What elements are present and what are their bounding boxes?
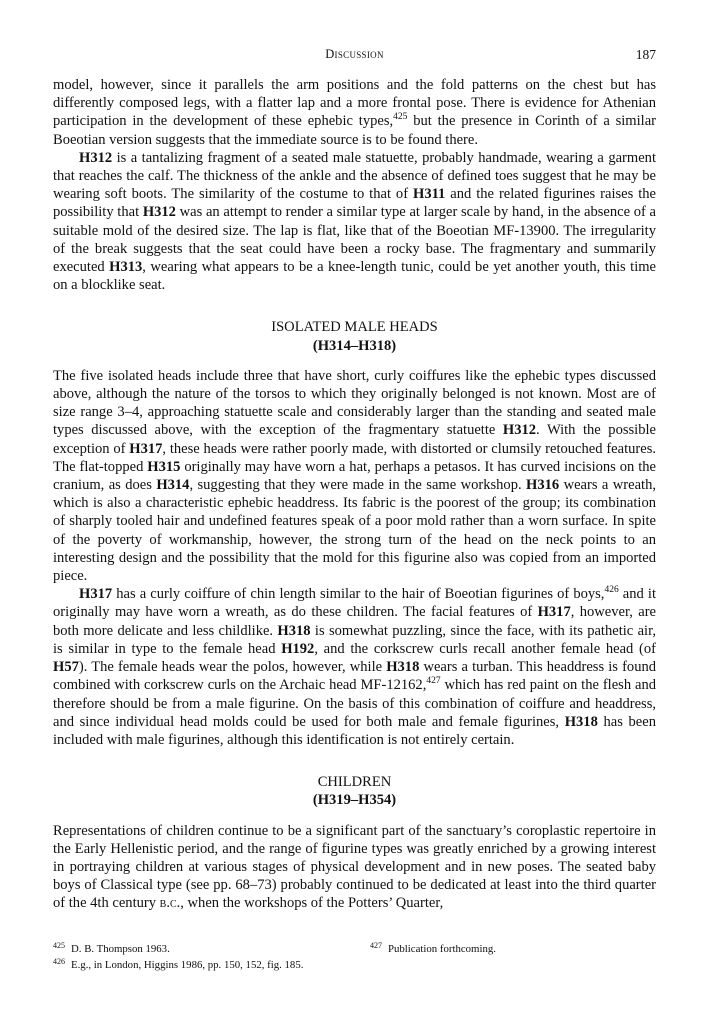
text-run: has been included with male figurines, although this identification is not entirely certain.	[53, 713, 656, 748]
text-run: Representations of children continue to be a significant part of the sanctuary’s coroplastic repertoire in the Early Hellenistic period, and the range of figurine types was greatly enriched by a growing interest in portraying children at various stages of physical development and in new poses. The seated baby boys of Classical type (see pp. 68–73) probably continued to be dedicated at least into the third quarter of the 4th century	[53, 822, 656, 912]
text-run: and the related figurines raises the possibility that	[53, 186, 656, 221]
footnote-426	[53, 958, 303, 973]
catalog-ref: H314	[156, 477, 190, 494]
catalog-ref: H317	[79, 586, 113, 603]
text-run: has a curly coiffure of chin length similar to the hair of Boeotian figurines of boys,	[112, 586, 605, 603]
catalog-ref: H192	[281, 640, 315, 657]
text-run: is a tantalizing fragment of a seated male statuette, probably handmade, wearing a garment that reaches the calf. The thickness of the ankle and the absence of defined toes suggest that he may be wearing soft boots. The similarity of the costume to that of	[53, 149, 656, 203]
catalog-ref: H316	[526, 477, 560, 494]
running-title: Discussion	[325, 47, 384, 61]
catalog-ref: H318	[277, 622, 311, 639]
catalog-ref: H311	[413, 186, 446, 203]
text-run: wears a turban. This headdress is found combined with corkscrew curls on the Archaic head MF-12162,	[53, 659, 657, 694]
paragraph-2	[53, 149, 656, 295]
text-run: which has red paint on the flesh and therefore should be from a male figurine. On the basis of this combination of coiffure and headdress, and since individual head molds could be used for both male and female figurines,	[53, 677, 656, 730]
text-run: but the presence in Corinth of a similar Boeotian version suggests that the immediate source is to be found there.	[53, 113, 657, 148]
section-title: CHILDREN	[317, 774, 392, 791]
footnote-427	[370, 942, 496, 957]
paragraph-1	[53, 76, 656, 149]
text-run: . With the possible exception of	[53, 422, 656, 457]
catalog-ref: H312	[142, 204, 176, 221]
catalog-ref: H57	[53, 659, 79, 676]
body-text	[53, 76, 656, 913]
footnote-ref-427: 427	[426, 676, 441, 687]
footnote-number: 426	[53, 957, 65, 966]
catalog-ref: H318	[564, 713, 598, 730]
section-range: (H314–H318)	[312, 337, 397, 354]
text-run: originally may have worn a hat, perhaps a petasos. It has curved incisions on the cranium, as does	[53, 458, 656, 494]
running-header	[53, 47, 656, 65]
catalog-ref: H317	[129, 440, 163, 457]
section-range: (H319–H354)	[312, 792, 397, 809]
footnote-text: Publication forthcoming.	[388, 943, 496, 955]
catalog-ref: H318	[386, 659, 420, 676]
text-run: , however, are both more delicate and less childlike.	[53, 604, 657, 639]
footnote-text: D. B. Thompson 1963.	[71, 943, 170, 955]
footnote-425	[53, 942, 170, 957]
text-run: and it originally may have worn a wreath, as do these children. The facial features of	[53, 586, 656, 621]
catalog-ref: H313	[109, 259, 143, 276]
catalog-ref: H312	[79, 149, 113, 166]
text-run: , these heads were rather poorly made, with distorted or clumsily retouched features. The flat-topped	[53, 440, 656, 475]
footnote-text: E.g., in London, Higgins 1986, pp. 150, 152, fig. 185.	[71, 959, 304, 971]
era-abbreviation: b.c.	[159, 895, 181, 912]
text-run: was an attempt to render a similar type at larger scale by hand, in the absence of a suitable mold of the desired size. The lap is flat, like that of the Boeotian MF-13900. The irregularity of the break suggests that the seat could have been a rocky base. The fragmentary and summarily executed	[53, 204, 656, 276]
catalog-ref: H312	[502, 422, 537, 439]
footnote-number: 427	[370, 941, 382, 950]
text-run: , wearing what appears to be a knee-length tunic, could be yet another youth, this time on a blocklike seat.	[53, 259, 657, 294]
text-run: wears a wreath, which is also a characteristic ephebic headdress. Its fabric is the poorest of the group; its combination of sharply tooled hair and undefined features speak of a poor mold rather than a worn surface. In spite of the poverty of workmanship, however, the strong turn of the head on the neck points to an interesting design and the possibility that the mold for this figurine also was copied from an imported piece.	[53, 477, 656, 585]
paragraph-5	[53, 822, 656, 913]
text-run: The five isolated heads include three that have short, curly coiffures like the ephebic types discussed above, although the nature of the torsos to which they originally belonged is not known. Most are of size range 3–4, approaching statuette scale and considerably larger than the standing and seated male types discussed above, with the exception of the fragmentary statuette	[53, 367, 656, 439]
text-run: , suggesting that they were made in the same workshop.	[189, 477, 527, 494]
text-run: , when the workshops of the Potters’ Quarter,	[180, 895, 444, 912]
footnote-ref-425: 425	[393, 112, 408, 123]
footnote-ref-426: 426	[604, 585, 619, 596]
paragraph-3	[53, 367, 656, 585]
catalog-ref: H317	[537, 604, 571, 621]
text-run: is somewhat puzzling, since the face, with its pathetic air, is similar in type to the female head	[53, 622, 656, 657]
section-heading-children	[53, 773, 656, 809]
text-run: , and the corkscrew curls recall another female head (of	[314, 640, 656, 657]
section-heading-isolated-male-heads	[53, 318, 656, 354]
catalog-ref: H315	[147, 458, 181, 475]
text-run: model, however, since it parallels the arm positions and the fold patterns on the chest but has differently composed legs, with a flatter lap and a more frontal pose. There is evidence for Athenian participation in the development of these ephebic types,	[53, 77, 656, 130]
section-title: ISOLATED MALE HEADS	[271, 319, 438, 336]
footnote-number: 425	[53, 941, 65, 950]
paragraph-4	[53, 585, 656, 749]
text-run: ). The female heads wear the polos, however, while	[78, 659, 387, 676]
page-number: 187	[635, 47, 656, 62]
